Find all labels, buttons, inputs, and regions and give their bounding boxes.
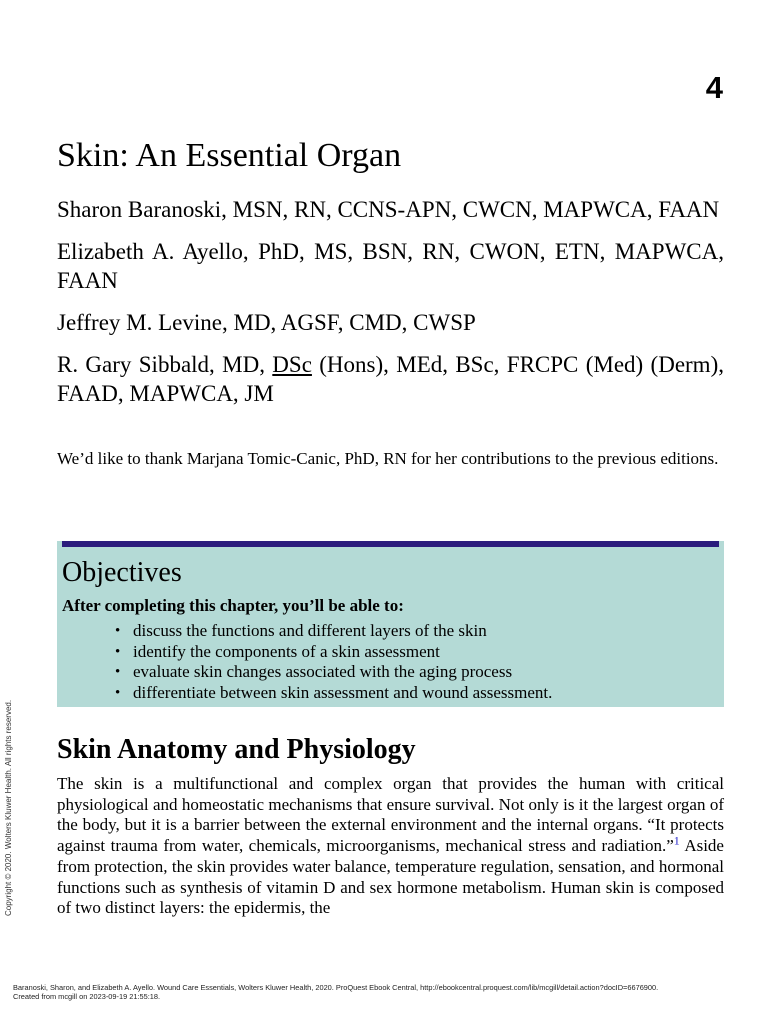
- objectives-heading: Objectives: [62, 557, 182, 588]
- objective-text: evaluate skin changes associated with the aging process: [133, 662, 513, 681]
- acknowledgement: We’d like to thank Marjana Tomic-Canic, PhD, RN for her contributions to the previous editions.: [57, 449, 719, 468]
- underlined-degree: DSc: [272, 352, 312, 377]
- author-text: (Hons), MEd, BSc, FRCPC (Med) (Derm), FAAD, MAPWCA, JM: [57, 352, 724, 406]
- author-line: Sharon Baranoski, MSN, RN, CCNS-APN, CWCN, MAPWCA, FAAN: [57, 197, 720, 222]
- footer-citation: Baranoski, Sharon, and Elizabeth A. Ayello. Wound Care Essentials, Wolters Kluwer Health, 2020. ProQuest Ebook Central, http://ebookcentral.proquest.com/lib/mcgill/detail.action?docID=6676900.: [13, 983, 659, 992]
- list-item: [115, 642, 724, 663]
- footnote-link[interactable]: 1: [673, 833, 680, 848]
- objectives-lead: After completing this chapter, you’ll be able to:: [62, 596, 404, 615]
- author-line: Jeffrey M. Levine, MD, AGSF, CMD, CWSP: [57, 310, 476, 335]
- list-item: [115, 621, 724, 642]
- objectives-list: [57, 621, 724, 703]
- objectives-box: [57, 541, 724, 707]
- side-copyright: [4, 699, 14, 916]
- body-paragraph: [57, 774, 724, 919]
- author-line: [57, 350, 724, 408]
- author-list: [57, 195, 724, 421]
- author-text: R. Gary Sibbald, MD,: [57, 352, 273, 377]
- section-heading: Skin Anatomy and Physiology: [57, 734, 416, 765]
- bullet-icon: •: [115, 664, 121, 680]
- bullet-icon: •: [115, 623, 121, 639]
- chapter-number: 4: [705, 70, 723, 105]
- paragraph-text: Aside from protection, the skin provides water balance, temperature regulation, sensation, and hormonal functions such as synthesis of vitamin D and sex hormone metabolism. Human skin is composed of two distinct layers: the epidermis, the: [57, 836, 724, 918]
- objective-text: identify the components of a skin assessment: [133, 641, 440, 661]
- objectives-top-bar: [62, 541, 719, 547]
- author-line: Elizabeth A. Ayello, PhD, MS, BSN, RN, CWON, ETN, MAPWCA, FAAN: [57, 239, 724, 293]
- paragraph-text: The skin is a multifunctional and complex organ that provides the human with critical physiological and homeostatic mechanisms that ensure survival. Not only is it the largest organ of the body, but it is a barrier between the external environment and the internal organs. “It protects against trauma from water, chemicals, microorganisms, mechanical stress and radiation.”: [57, 774, 724, 856]
- objective-text: discuss the functions and different layers of the skin: [133, 621, 487, 640]
- footer-created: Created from mcgill on 2023-09-19 21:55:18.: [13, 992, 161, 1001]
- list-item: [115, 683, 724, 704]
- page-footer: [13, 983, 753, 1001]
- bullet-icon: •: [115, 684, 121, 701]
- objective-text: differentiate between skin assessment and wound assessment.: [133, 682, 553, 702]
- bullet-icon: •: [115, 643, 121, 660]
- side-copyright-text: Copyright © 2020. Wolters Kluwer Health. All rights reserved.: [4, 699, 13, 916]
- chapter-title: Skin: An Essential Organ: [57, 137, 402, 174]
- list-item: [115, 662, 724, 683]
